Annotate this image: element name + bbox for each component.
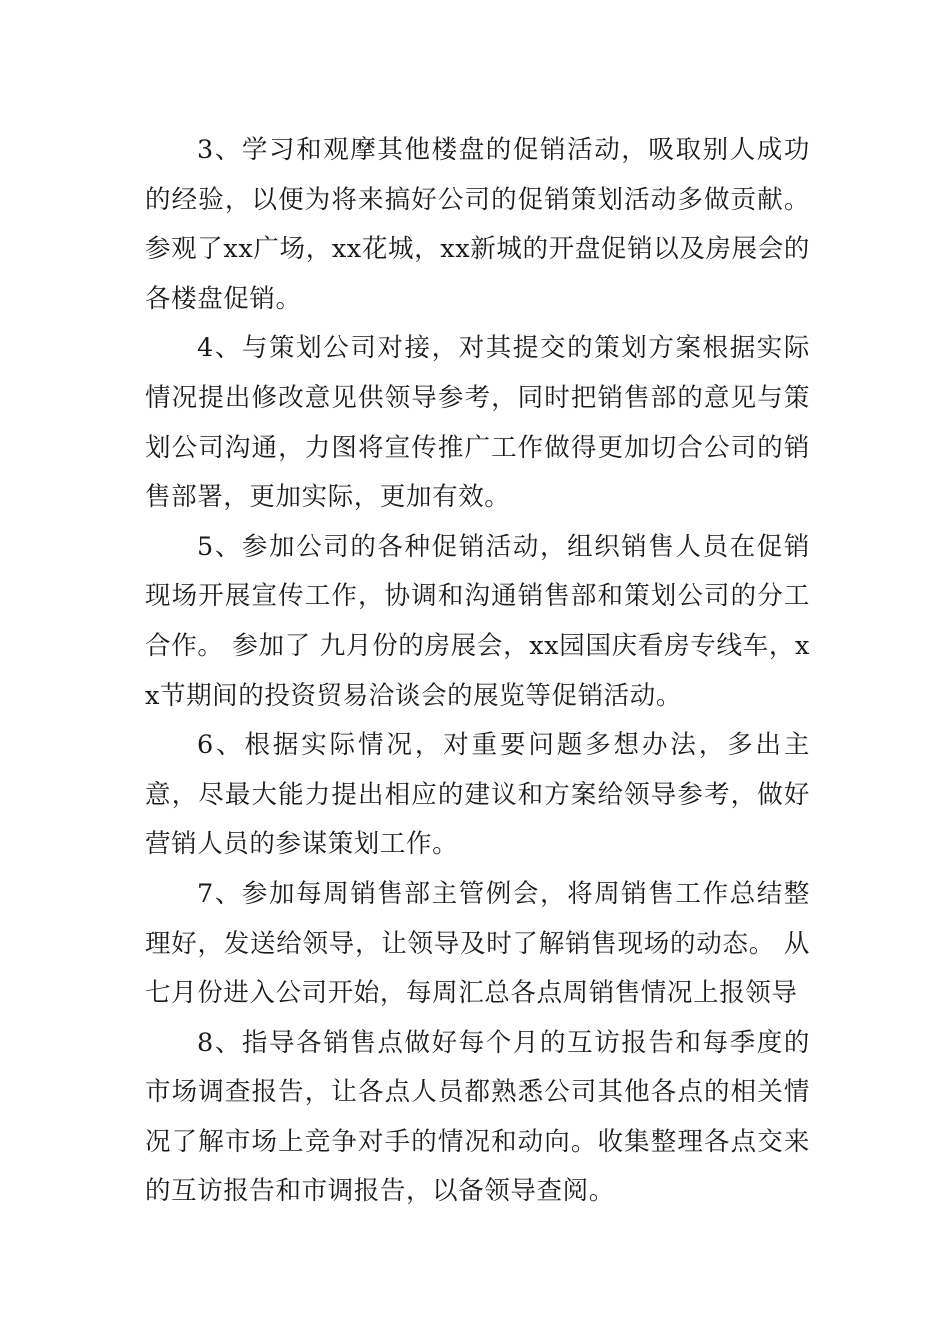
paragraph-item-6: 6、根据实际情况，对重要问题多想办法，多出主意，尽最大能力提出相应的建议和方案给领导参考，做好营销人员的参谋策划工作。	[145, 730, 810, 860]
paragraph-item-5: 5、参加公司的各种促销活动，组织销售人员在促销现场开展宣传工作，协调和沟通销售部和策划公司的分工合作。 参加了 九月份的房展会，xx园国庆看房专线车，xx节期间的投资贸易洽谈会的展览等促销活动。	[145, 531, 810, 711]
paragraph-item-7: 7、参加每周销售部主管例会，将周销售工作总结整理好，发送给领导，让领导及时了解销售现场的动态。 从七月份进入公司开始，每周汇总各点周销售情况上报领导	[145, 878, 810, 1009]
paragraph-item-4: 4、与策划公司对接，对其提交的策划方案根据实际情况提出修改意见供领导参考，同时把销售部的意见与策划公司沟通，力图将宣传推广工作做得更加切合公司的销售部署，更加实际，更加有效。	[145, 333, 810, 513]
paragraph-item-8: 8、指导各销售点做好每个月的互访报告和每季度的市场调查报告，让各点人员都熟悉公司其他各点的相关情况了解市场上竞争对手的情况和动向。收集整理各点交来的互访报告和市调报告，以备领导查阅。	[145, 1027, 810, 1207]
document-body	[145, 126, 810, 1217]
paragraph-item-3: 3、学习和观摩其他楼盘的促销活动，吸取别人成功的经验，以便为将来搞好公司的促销策划活动多做贡献。 参观了xx广场，xx花城，xx新城的开盘促销以及房展会的各楼盘促销。	[145, 135, 810, 314]
